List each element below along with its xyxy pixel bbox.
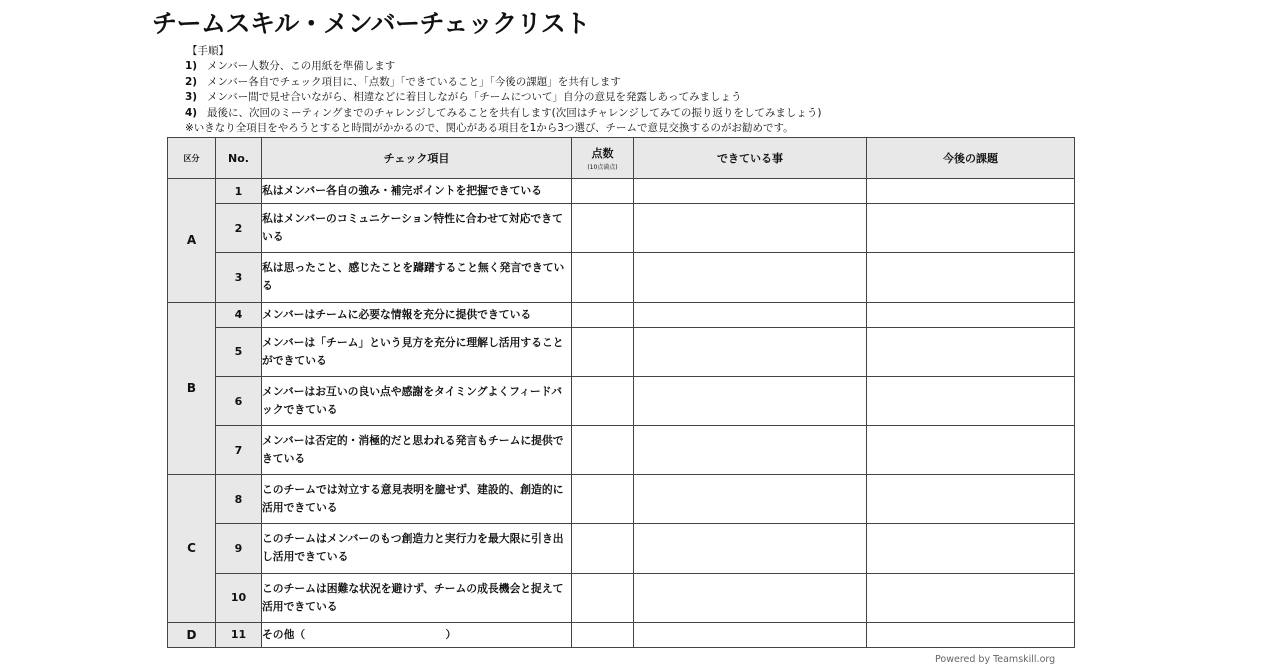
header-future: 今後の課題 (867, 138, 1075, 179)
table-row (168, 179, 1075, 204)
procedure-note: ※いきなり全項目をやろうとすると時間がかかるので、関心がある項目を1から3つ選び、チームで意見交換するのがお勧めです。 (185, 122, 794, 135)
check-item: 私はメンバー各自の強み・補完ポイントを把握できている (262, 179, 572, 204)
category-cell: A (168, 179, 216, 303)
future-cell[interactable] (867, 475, 1075, 524)
done-cell[interactable] (634, 426, 867, 475)
table-row (168, 376, 1075, 425)
future-cell[interactable] (867, 426, 1075, 475)
step-text: メンバー人数分、この用紙を準備します (207, 60, 396, 73)
future-cell[interactable] (867, 376, 1075, 425)
score-cell[interactable] (572, 573, 634, 622)
table-row (168, 426, 1075, 475)
score-cell[interactable] (572, 475, 634, 524)
row-number: 7 (216, 426, 262, 475)
check-item: 私はメンバーのコミュニケーション特性に合わせて対応できている (262, 204, 572, 253)
table-row (168, 475, 1075, 524)
procedure-heading: 【手順】 (187, 45, 229, 57)
header-score (572, 138, 634, 179)
procedure-step (185, 106, 821, 121)
procedure-step (185, 59, 821, 74)
score-cell[interactable] (572, 524, 634, 573)
header-no: No. (216, 138, 262, 179)
future-cell[interactable] (867, 204, 1075, 253)
step-text: メンバー間で見せ合いながら、相違などに着目しながら「チームについて」自分の意見を発露しあってみましょう (207, 91, 742, 104)
check-item: このチームは困難な状況を避けず、チームの成長機会と捉えて活用できている (262, 573, 572, 622)
row-number: 4 (216, 302, 262, 327)
check-item: メンバーは「チーム」という見方を充分に理解し活用することができている (262, 327, 572, 376)
category-cell: D (168, 622, 216, 647)
table-row (168, 204, 1075, 253)
step-text: 最後に、次回のミーティングまでのチャレンジしてみることを共有します(次回はチャレンジしてみての振り返りをしてみましょう) (207, 106, 822, 119)
table-row (168, 524, 1075, 573)
future-cell[interactable] (867, 524, 1075, 573)
score-cell[interactable] (572, 622, 634, 647)
table-row (168, 302, 1075, 327)
row-number: 6 (216, 376, 262, 425)
check-item: メンバーはチームに必要な情報を充分に提供できている (262, 302, 572, 327)
step-text: メンバー各自でチェック項目に、「点数」「できていること」「今後の課題」を共有します (207, 75, 621, 88)
score-cell[interactable] (572, 179, 634, 204)
row-number: 8 (216, 475, 262, 524)
header-item: チェック項目 (262, 138, 572, 179)
future-cell[interactable] (867, 179, 1075, 204)
future-cell[interactable] (867, 327, 1075, 376)
step-number: 3) (185, 91, 198, 104)
header-row (168, 138, 1075, 179)
header-score-label: 点数 (591, 147, 614, 160)
header-score-sub: (10点満点) (587, 164, 618, 171)
future-cell[interactable] (867, 253, 1075, 302)
future-cell[interactable] (867, 622, 1075, 647)
done-cell[interactable] (634, 376, 867, 425)
page-title: チームスキル・メンバーチェックリスト (152, 9, 590, 38)
done-cell[interactable] (634, 622, 867, 647)
score-cell[interactable] (572, 204, 634, 253)
footer-credit: Powered by Teamskill.org (935, 654, 1056, 665)
category-cell: C (168, 475, 216, 622)
procedure-block (185, 44, 821, 136)
done-cell[interactable] (634, 475, 867, 524)
row-number: 2 (216, 204, 262, 253)
checklist-table (167, 137, 1075, 648)
header-category: 区分 (168, 138, 216, 179)
category-cell: B (168, 302, 216, 475)
score-cell[interactable] (572, 426, 634, 475)
table-row (168, 622, 1075, 647)
row-number: 9 (216, 524, 262, 573)
step-number: 4) (185, 106, 198, 119)
step-number: 2) (185, 75, 198, 88)
row-number: 1 (216, 179, 262, 204)
table-row (168, 253, 1075, 302)
done-cell[interactable] (634, 204, 867, 253)
done-cell[interactable] (634, 524, 867, 573)
check-item: メンバーは否定的・消極的だと思われる発言もチームに提供できている (262, 426, 572, 475)
step-number: 1) (185, 60, 198, 73)
header-done: できている事 (634, 138, 867, 179)
done-cell[interactable] (634, 573, 867, 622)
future-cell[interactable] (867, 302, 1075, 327)
done-cell[interactable] (634, 179, 867, 204)
check-item: このチームはメンバーのもつ創造力と実行力を最大限に引き出し活用できている (262, 524, 572, 573)
row-number: 10 (216, 573, 262, 622)
future-cell[interactable] (867, 573, 1075, 622)
procedure-step (185, 75, 821, 90)
score-cell[interactable] (572, 302, 634, 327)
done-cell[interactable] (634, 302, 867, 327)
table-row (168, 327, 1075, 376)
row-number: 5 (216, 327, 262, 376)
row-number: 11 (216, 622, 262, 647)
check-item: その他（ ） (262, 622, 572, 647)
done-cell[interactable] (634, 253, 867, 302)
score-cell[interactable] (572, 327, 634, 376)
row-number: 3 (216, 253, 262, 302)
check-item: このチームでは対立する意見表明を臆せず、建設的、創造的に活用できている (262, 475, 572, 524)
done-cell[interactable] (634, 327, 867, 376)
score-cell[interactable] (572, 253, 634, 302)
check-item: 私は思ったこと、感じたことを躊躇すること無く発言できている (262, 253, 572, 302)
procedure-step (185, 90, 821, 105)
check-item: メンバーはお互いの良い点や感謝をタイミングよくフィードバックできている (262, 376, 572, 425)
table-row (168, 573, 1075, 622)
score-cell[interactable] (572, 376, 634, 425)
